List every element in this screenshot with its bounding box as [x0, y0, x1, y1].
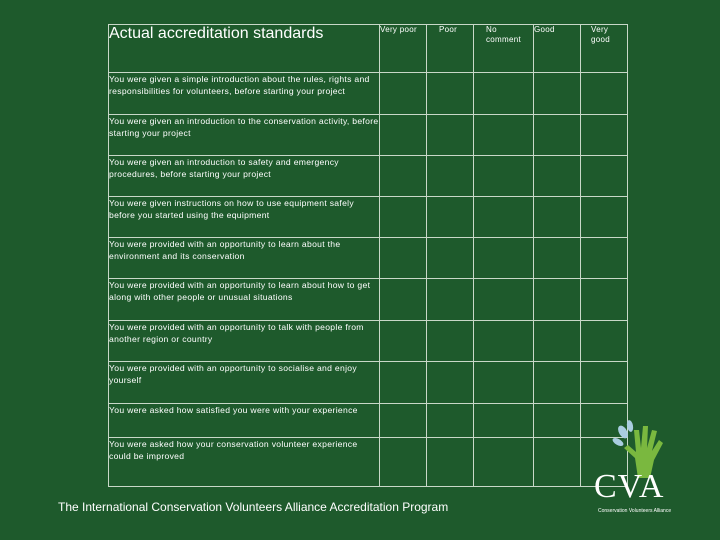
table-row [109, 238, 628, 279]
rating-cell[interactable] [427, 438, 474, 487]
rating-cell[interactable] [427, 156, 474, 197]
rating-cell[interactable] [474, 115, 534, 156]
table-title: Actual accreditation standards [109, 25, 380, 73]
rating-cell[interactable] [474, 156, 534, 197]
table-row [109, 197, 628, 238]
table-row [109, 279, 628, 321]
statement-text: You were provided with an opportunity to learn about how to get along with other people or unusual situations [109, 279, 380, 321]
scale-very-poor: Very poor [380, 25, 427, 73]
statement-text: You were asked how your conservation volunteer experience could be improved [109, 438, 380, 487]
table-row [109, 321, 628, 362]
statement-text: You were provided with an opportunity to learn about the environment and its conservation [109, 238, 380, 279]
scale-no-comment: No comment [474, 25, 534, 73]
rating-cell[interactable] [534, 73, 581, 115]
rating-cell[interactable] [380, 238, 427, 279]
statement-text: You were given an introduction to safety and emergency procedures, before starting your project [109, 156, 380, 197]
rating-cell[interactable] [380, 73, 427, 115]
rating-cell[interactable] [581, 321, 628, 362]
rating-cell[interactable] [380, 438, 427, 487]
rating-cell[interactable] [534, 156, 581, 197]
rating-cell[interactable] [581, 279, 628, 321]
statement-text: You were given a simple introduction about the rules, rights and responsibilities for volunteers, before starting your project [109, 73, 380, 115]
rating-cell[interactable] [427, 279, 474, 321]
rating-cell[interactable] [427, 115, 474, 156]
scale-poor: Poor [427, 25, 474, 73]
scale-very-good: Very good [581, 25, 628, 73]
rating-cell[interactable] [427, 362, 474, 404]
rating-cell[interactable] [534, 321, 581, 362]
rating-cell[interactable] [474, 73, 534, 115]
rating-cell[interactable] [380, 115, 427, 156]
table-row [109, 362, 628, 404]
rating-cell[interactable] [474, 362, 534, 404]
rating-cell[interactable] [534, 279, 581, 321]
rating-cell[interactable] [581, 362, 628, 404]
rating-cell[interactable] [427, 404, 474, 438]
table-row [109, 438, 628, 487]
rating-cell[interactable] [427, 73, 474, 115]
rating-cell[interactable] [534, 115, 581, 156]
statement-text: You were given an introduction to the conservation activity, before starting your project [109, 115, 380, 156]
rating-cell[interactable] [581, 238, 628, 279]
rating-cell[interactable] [534, 197, 581, 238]
rating-cell[interactable] [534, 362, 581, 404]
rating-cell[interactable] [380, 321, 427, 362]
rating-cell[interactable] [581, 156, 628, 197]
rating-cell[interactable] [534, 238, 581, 279]
rating-cell[interactable] [474, 238, 534, 279]
footer-program-name: The International Conservation Volunteers Alliance Accreditation Program [58, 500, 449, 514]
rating-cell[interactable] [427, 197, 474, 238]
accreditation-table [108, 24, 628, 487]
statement-text: You were given instructions on how to use equipment safely before you started using the equipment [109, 197, 380, 238]
logo-tagline: Conservation Volunteers Alliance [598, 508, 672, 514]
table-row [109, 156, 628, 197]
rating-cell[interactable] [474, 438, 534, 487]
logo-letters: CVA [594, 468, 665, 505]
rating-cell[interactable] [380, 156, 427, 197]
rating-cell[interactable] [380, 197, 427, 238]
rating-cell[interactable] [474, 197, 534, 238]
rating-cell[interactable] [474, 279, 534, 321]
rating-cell[interactable] [581, 115, 628, 156]
cva-logo [588, 418, 684, 520]
table-row [109, 115, 628, 156]
table-row [109, 73, 628, 115]
rating-cell[interactable] [581, 197, 628, 238]
rating-cell[interactable] [380, 404, 427, 438]
rating-cell[interactable] [427, 321, 474, 362]
table-row [109, 404, 628, 438]
rating-cell[interactable] [534, 438, 581, 487]
rating-cell[interactable] [474, 321, 534, 362]
statement-text: You were asked how satisfied you were with your experience [109, 404, 380, 438]
statement-text: You were provided with an opportunity to talk with people from another region or country [109, 321, 380, 362]
rating-cell[interactable] [581, 73, 628, 115]
rating-cell[interactable] [474, 404, 534, 438]
rating-cell[interactable] [380, 362, 427, 404]
statement-text: You were provided with an opportunity to socialise and enjoy yourself [109, 362, 380, 404]
rating-cell[interactable] [427, 238, 474, 279]
rating-cell[interactable] [534, 404, 581, 438]
rating-cell[interactable] [380, 279, 427, 321]
scale-good: Good [534, 25, 581, 73]
table-header-row [109, 25, 628, 73]
